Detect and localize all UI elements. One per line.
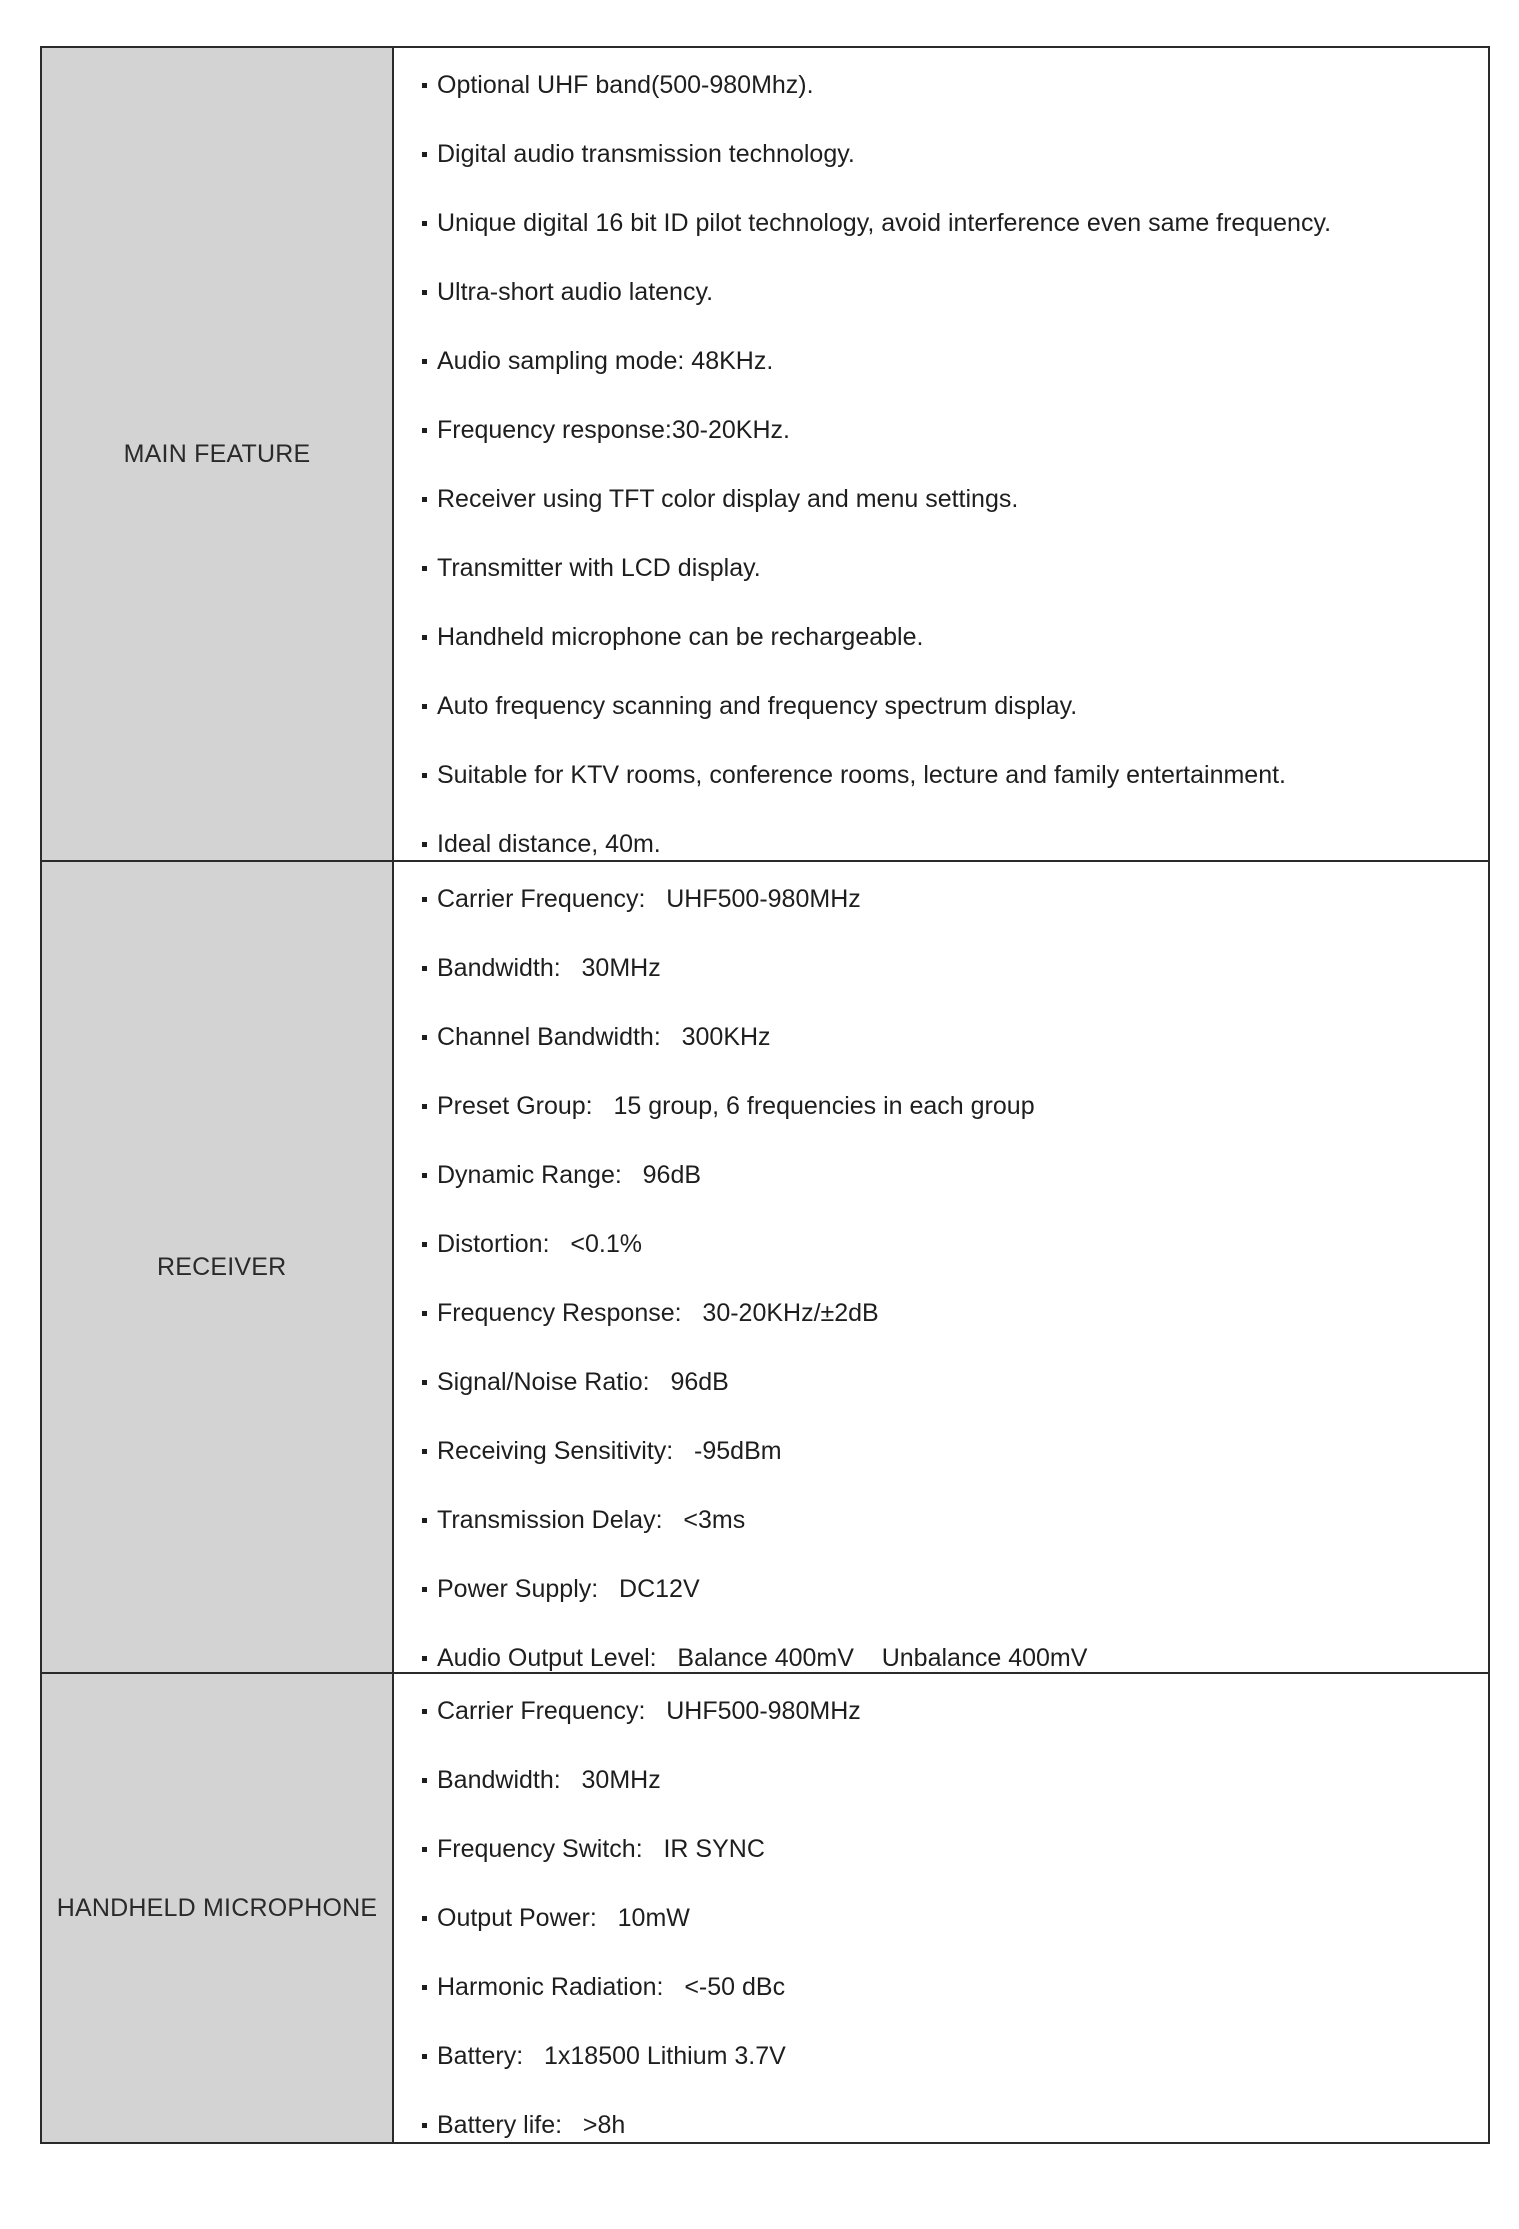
section-content <box>394 1674 1488 2142</box>
bullet-icon <box>422 1518 427 1523</box>
spec-list <box>422 1696 1488 2140</box>
feature-list <box>422 70 1488 859</box>
list-item: Bandwidth: 30MHz <box>422 953 1488 983</box>
list-item: Frequency Switch: IR SYNC <box>422 1834 1488 1864</box>
list-item: Dynamic Range: 96dB <box>422 1160 1488 1190</box>
bullet-icon <box>422 1311 427 1316</box>
bullet-icon <box>422 1916 427 1921</box>
bullet-icon <box>422 497 427 502</box>
list-item: Ultra-short audio latency. <box>422 277 1488 307</box>
bullet-icon <box>422 2054 427 2059</box>
list-item: Transmitter with LCD display. <box>422 553 1488 583</box>
bullet-icon <box>422 83 427 88</box>
bullet-icon <box>422 1778 427 1783</box>
list-item: Frequency Response: 30-20KHz/±2dB <box>422 1298 1488 1328</box>
section-label: MAIN FEATURE <box>42 48 394 860</box>
bullet-icon <box>422 290 427 295</box>
list-item: Optional UHF band(500-980Mhz). <box>422 70 1488 100</box>
bullet-icon <box>422 1242 427 1247</box>
list-item: Distortion: <0.1% <box>422 1229 1488 1259</box>
bullet-icon <box>422 359 427 364</box>
bullet-icon <box>422 966 427 971</box>
bullet-icon <box>422 2123 427 2128</box>
spec-list <box>422 884 1488 1672</box>
list-item: Channel Bandwidth: 300KHz <box>422 1022 1488 1052</box>
list-item: Frequency response:30-20KHz. <box>422 415 1488 445</box>
list-item: Handheld microphone can be rechargeable. <box>422 622 1488 652</box>
bullet-icon <box>422 842 427 847</box>
list-item: Receiving Sensitivity: -95dBm <box>422 1436 1488 1466</box>
bullet-icon <box>422 1985 427 1990</box>
list-item: Ideal distance, 40m. <box>422 829 1488 859</box>
section-content <box>394 862 1488 1672</box>
spec-table <box>40 46 1490 2144</box>
list-item: Battery life: >8h <box>422 2110 1488 2140</box>
bullet-icon <box>422 1173 427 1178</box>
list-item: Output Power: 10mW <box>422 1903 1488 1933</box>
list-item: Receiver using TFT color display and menu settings. <box>422 484 1488 514</box>
list-item: Unique digital 16 bit ID pilot technology, avoid interference even same frequency. <box>422 208 1488 238</box>
bullet-icon <box>422 773 427 778</box>
bullet-icon <box>422 1709 427 1714</box>
bullet-icon <box>422 1035 427 1040</box>
bullet-icon <box>422 1847 427 1852</box>
list-item: Auto frequency scanning and frequency spectrum display. <box>422 691 1488 721</box>
bullet-icon <box>422 221 427 226</box>
bullet-icon <box>422 1104 427 1109</box>
list-item: Preset Group: 15 group, 6 frequencies in each group <box>422 1091 1488 1121</box>
list-item: Carrier Frequency: UHF500-980MHz <box>422 884 1488 914</box>
list-item: Carrier Frequency: UHF500-980MHz <box>422 1696 1488 1726</box>
list-item: Audio Output Level: Balance 400mV Unbalance 400mV <box>422 1643 1488 1672</box>
section-label: HANDHELD MICROPHONE <box>42 1674 394 2142</box>
bullet-icon <box>422 635 427 640</box>
list-item: Digital audio transmission technology. <box>422 139 1488 169</box>
bullet-icon <box>422 704 427 709</box>
list-item: Transmission Delay: <3ms <box>422 1505 1488 1535</box>
bullet-icon <box>422 152 427 157</box>
bullet-icon <box>422 428 427 433</box>
table-row-handheld-microphone <box>42 1672 1488 2142</box>
list-item: Power Supply: DC12V <box>422 1574 1488 1604</box>
bullet-icon <box>422 1449 427 1454</box>
list-item: Bandwidth: 30MHz <box>422 1765 1488 1795</box>
bullet-icon <box>422 1656 427 1661</box>
bullet-icon <box>422 566 427 571</box>
list-item: Audio sampling mode: 48KHz. <box>422 346 1488 376</box>
bullet-icon <box>422 1380 427 1385</box>
bullet-icon <box>422 1587 427 1592</box>
table-row-main-feature <box>42 48 1488 860</box>
bullet-icon <box>422 897 427 902</box>
list-item: Battery: 1x18500 Lithium 3.7V <box>422 2041 1488 2071</box>
list-item: Signal/Noise Ratio: 96dB <box>422 1367 1488 1397</box>
list-item: Harmonic Radiation: <-50 dBc <box>422 1972 1488 2002</box>
table-row-receiver <box>42 860 1488 1672</box>
section-content <box>394 48 1488 860</box>
section-label: RECEIVER <box>42 862 394 1672</box>
list-item: Suitable for KTV rooms, conference rooms, lecture and family entertainment. <box>422 760 1488 790</box>
